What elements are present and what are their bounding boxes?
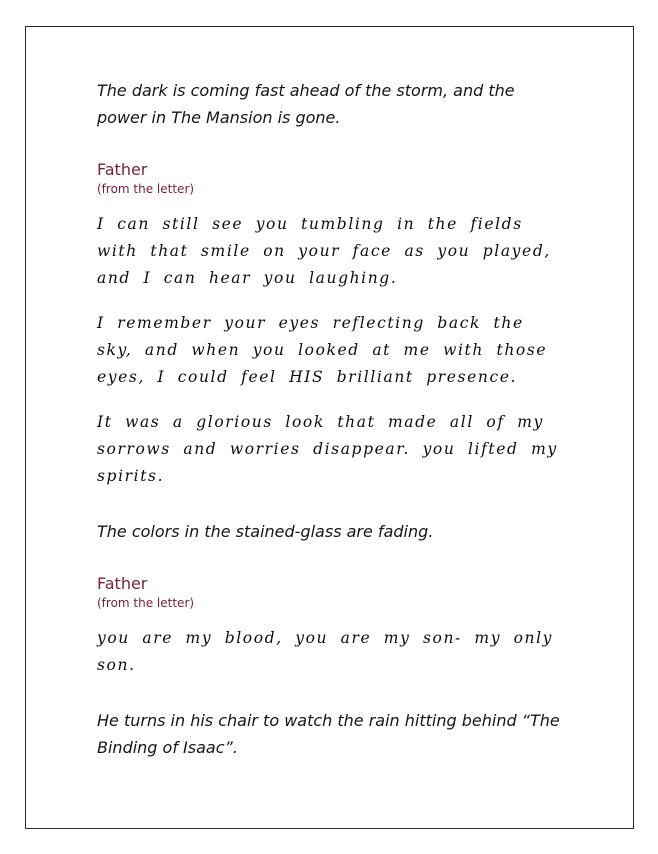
letter-paragraph: It was a glorious look that made all of my sorrows and worries disappear. you lifted my spirits. <box>97 413 558 485</box>
page-content <box>97 77 567 761</box>
letter-paragraph: I remember your eyes reflecting back the sky, and when you looked at me with those eyes, I could feel HIS brilliant presence. <box>97 314 548 386</box>
dialogue-block <box>97 573 567 679</box>
action-line: He turns in his chair to watch the rain hitting behind “The Binding of Isaac”. <box>97 711 560 757</box>
speaker-name: Father <box>97 160 148 179</box>
parenthetical: (from the letter) <box>97 182 195 196</box>
dialogue-block <box>97 159 567 490</box>
letter-paragraph: I can still see you tumbling in the fields with that smile on your face as you played, and I can hear you laughing. <box>97 215 551 287</box>
parenthetical: (from the letter) <box>97 596 195 610</box>
letter-paragraph: you are my blood, you are my son- my only son. <box>97 629 554 674</box>
action-line: The dark is coming fast ahead of the storm, and the power in The Mansion is gone. <box>97 81 515 127</box>
script-page <box>25 26 634 829</box>
action-line: The colors in the stained-glass are fading. <box>97 522 434 541</box>
speaker-name: Father <box>97 574 148 593</box>
